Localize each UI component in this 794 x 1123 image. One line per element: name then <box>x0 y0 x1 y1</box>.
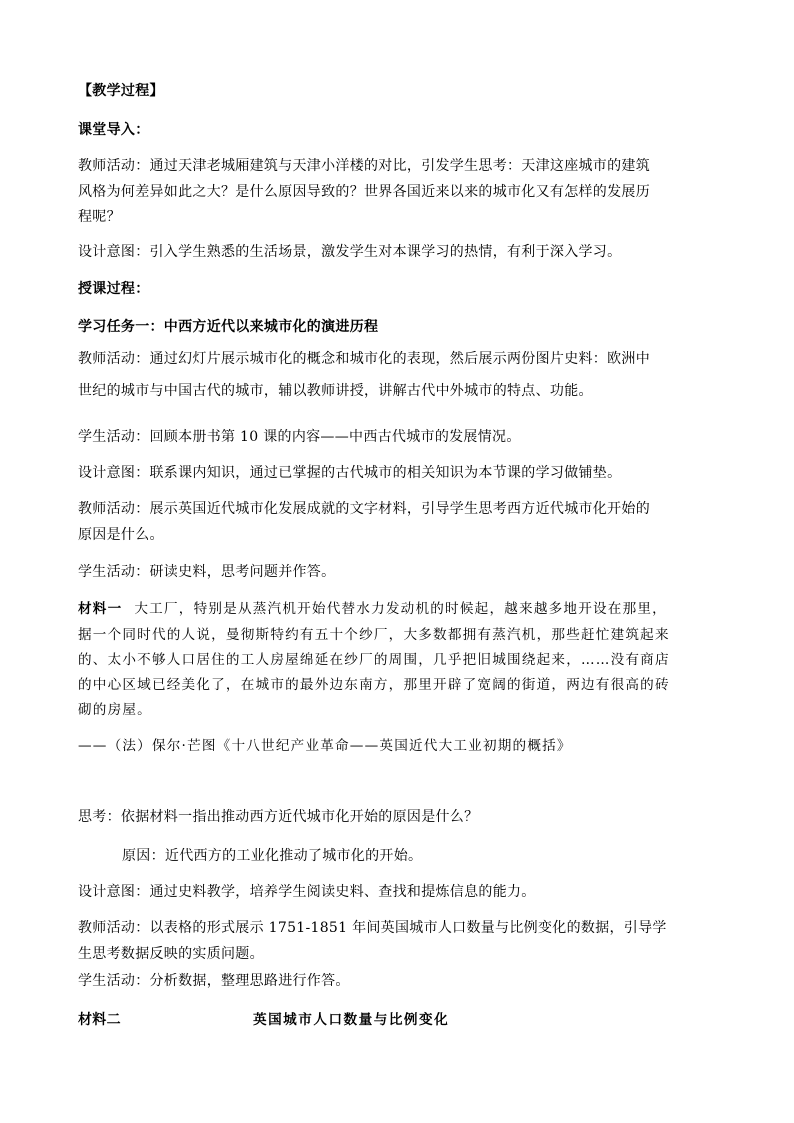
material1-line-5: 砌的房屋。 <box>78 702 152 718</box>
material1-label: 材料一 <box>78 601 123 617</box>
section-title: 【教学过程】 <box>78 83 164 99</box>
material1-text-1: 大工厂，特别是从蒸汽机开始代替水力发动机的时候起，越来越多地开设在那里， <box>134 601 667 617</box>
material1-line-3: 的、太小不够人口居住的工人房屋绵延在纱厂的周围，几乎把旧城围绕起来，……没有商店 <box>78 652 670 668</box>
task1-student-activity: 学生活动：回顾本册书第 10 课的内容——中西古代城市的发展情况。 <box>78 429 521 445</box>
task2-teacher-line-1: 教师活动：展示英国近代城市化发展成就的文字材料，引导学生思考西方近代城市化开始的 <box>78 501 650 517</box>
material1-line-1 <box>78 600 667 618</box>
material1-source: ——（法）保尔·芒图《十八世纪产业革命——英国近代大工业初期的概括》 <box>78 738 572 754</box>
task1-design-intent: 设计意图：联系课内知识，通过已掌握的古代城市的相关知识为本节课的学习做铺垫。 <box>78 465 622 481</box>
task2-student-activity: 学生活动：研读史料，思考问题并作答。 <box>78 564 336 580</box>
task3-student-activity: 学生活动：分析数据，整理思路进行作答。 <box>78 973 350 989</box>
task1-heading: 学习任务一：中西方近代以来城市化的演进历程 <box>78 319 379 335</box>
material1-line-2: 据一个同时代的人说，曼彻斯特约有五十个纱厂，大多数都拥有蒸汽机，那些赶忙建筑起来 <box>78 627 670 643</box>
material2-table-caption: 英国城市人口数量与比例变化 <box>253 1012 450 1028</box>
material2-label: 材料二 <box>78 1012 121 1028</box>
lecture-heading: 授课过程： <box>78 281 150 297</box>
intro-teacher-line-1: 教师活动：通过天津老城厢建筑与天津小洋楼的对比，引发学生思考：天津这座城市的建筑 <box>78 158 650 174</box>
intro-design-intent: 设计意图：引入学生熟悉的生活场景，激发学生对本课学习的热情，有利于深入学习。 <box>78 244 622 260</box>
task1-teacher-line-2: 世纪的城市与中国古代的城市，辅以教师讲授，讲解古代中外城市的特点、功能。 <box>78 383 593 399</box>
task1-teacher-line-1: 教师活动：通过幻灯片展示城市化的概念和城市化的表现，然后展示两份图片史料：欧洲中 <box>78 351 650 367</box>
task2-design-intent: 设计意图：通过史料教学，培养学生阅读史料、查找和提炼信息的能力。 <box>78 884 536 900</box>
intro-teacher-line-3: 程呢？ <box>78 209 121 225</box>
intro-teacher-line-2: 风格为何差异如此之大？是什么原因导致的？世界各国近来以来的城市化又有怎样的发展历 <box>78 184 650 200</box>
task2-teacher-line-2: 原因是什么。 <box>78 527 164 543</box>
think-answer: 原因：近代西方的工业化推动了城市化的开始。 <box>122 848 423 864</box>
intro-heading: 课堂导入： <box>78 122 150 138</box>
think-question: 思考：依据材料一指出推动西方近代城市化开始的原因是什么？ <box>78 809 479 825</box>
material1-line-4: 的中心区域已经美化了，在城市的最外边东南方，那里开辟了宽阔的街道，两边有很高的砖 <box>78 677 670 693</box>
task3-teacher-line-1: 教师活动：以表格的形式展示 1751-1851 年间英国城市人口数量与比例变化的数据，引导学 <box>78 920 667 936</box>
task3-teacher-line-2: 生思考数据反映的实质问题。 <box>78 946 264 962</box>
